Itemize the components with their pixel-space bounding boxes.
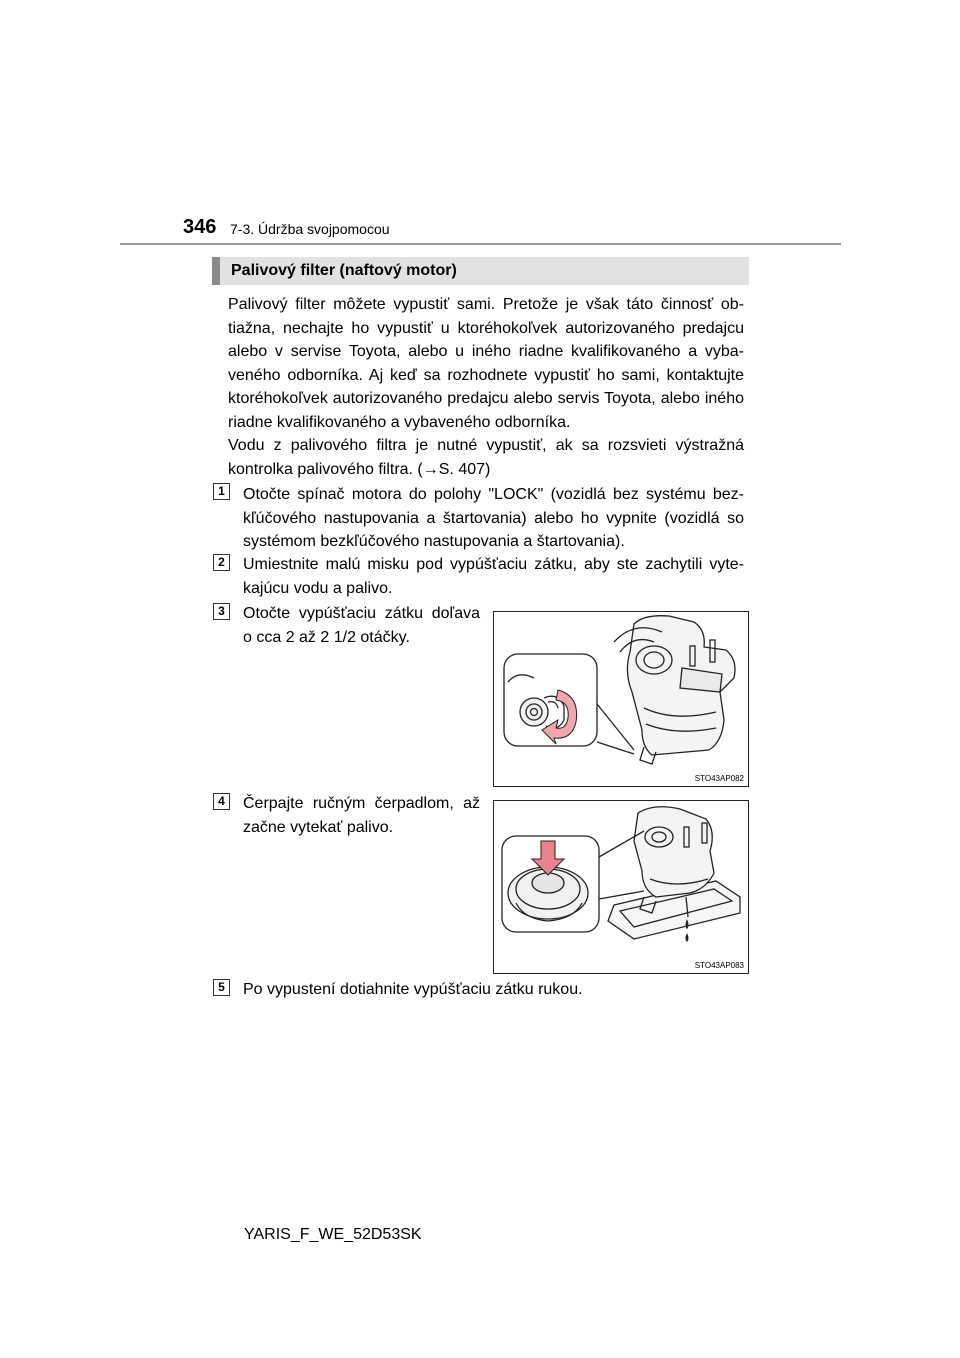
footer-code: YARIS_F_WE_52D53SK <box>244 1226 422 1243</box>
step-number-3: 3 <box>213 603 230 620</box>
step-text-4: Čerpajte ručným čerpadlom, až začne vytekať palivo. <box>243 795 480 836</box>
step-text-5: Po vypustení dotiahnite vypúšťaciu zátku rukou. <box>243 981 583 998</box>
step-text-3: Otočte vypúšťaciu zátku doľava o cca 2 až 2 1/2 otáčky. <box>243 605 480 646</box>
step-text-1: Otočte spínač motora do polohy "LOCK" (vozidlá bez systému bez-kľúčového nastupovania a štartovania) alebo ho vypnite (vozidlá so systémom bezkľúčového nastupovania a štartovania). <box>243 486 744 550</box>
page-number: 346 <box>183 216 217 238</box>
drain-plug-illustration <box>494 612 748 786</box>
intro-paragraph-1: Palivový filter môžete vypustiť sami. Pretože je však táto činnosť ob-tiažna, nechajte ho vypustiť u ktoréhokoľvek autorizovaného predajcu alebo v servise Toyota, alebo u iného riadne kvalifikovaného a vyba-veného odborníka. Aj keď sa rozhodnete vypustiť ho sami, kontaktujte ktoréhokoľvek autorizovaného predajcu alebo servis Toyota, alebo iného riadne kvalifikovaného a vybaveného odborníka. <box>228 296 744 431</box>
step-number-5: 5 <box>213 979 230 996</box>
intro-paragraph-2: Vodu z palivového filtra je nutné vypustiť, ak sa rozsvieti výstražná kontrolka palivového filtra. (→S. 407) <box>228 437 744 478</box>
subheading-bar <box>212 257 749 285</box>
figure-hand-pump <box>493 800 749 974</box>
figure-drain-plug <box>493 611 749 787</box>
step-text-2: Umiestnite malú misku pod vypúšťaciu zátku, aby ste zachytili vyte-kajúcu vodu a palivo. <box>243 556 744 597</box>
section-title: 7-3. Údržba svojpomocou <box>230 221 390 237</box>
subheading-text: Palivový filter (naftový motor) <box>231 262 457 279</box>
step-number-1: 1 <box>213 483 230 500</box>
figure-code-1: STO43AP082 <box>694 774 744 783</box>
figure-code-2: STO43AP083 <box>694 961 744 970</box>
step-number-2: 2 <box>213 554 230 571</box>
hand-pump-illustration <box>494 801 748 973</box>
step-number-4: 4 <box>213 793 230 810</box>
header-rule <box>120 243 841 245</box>
